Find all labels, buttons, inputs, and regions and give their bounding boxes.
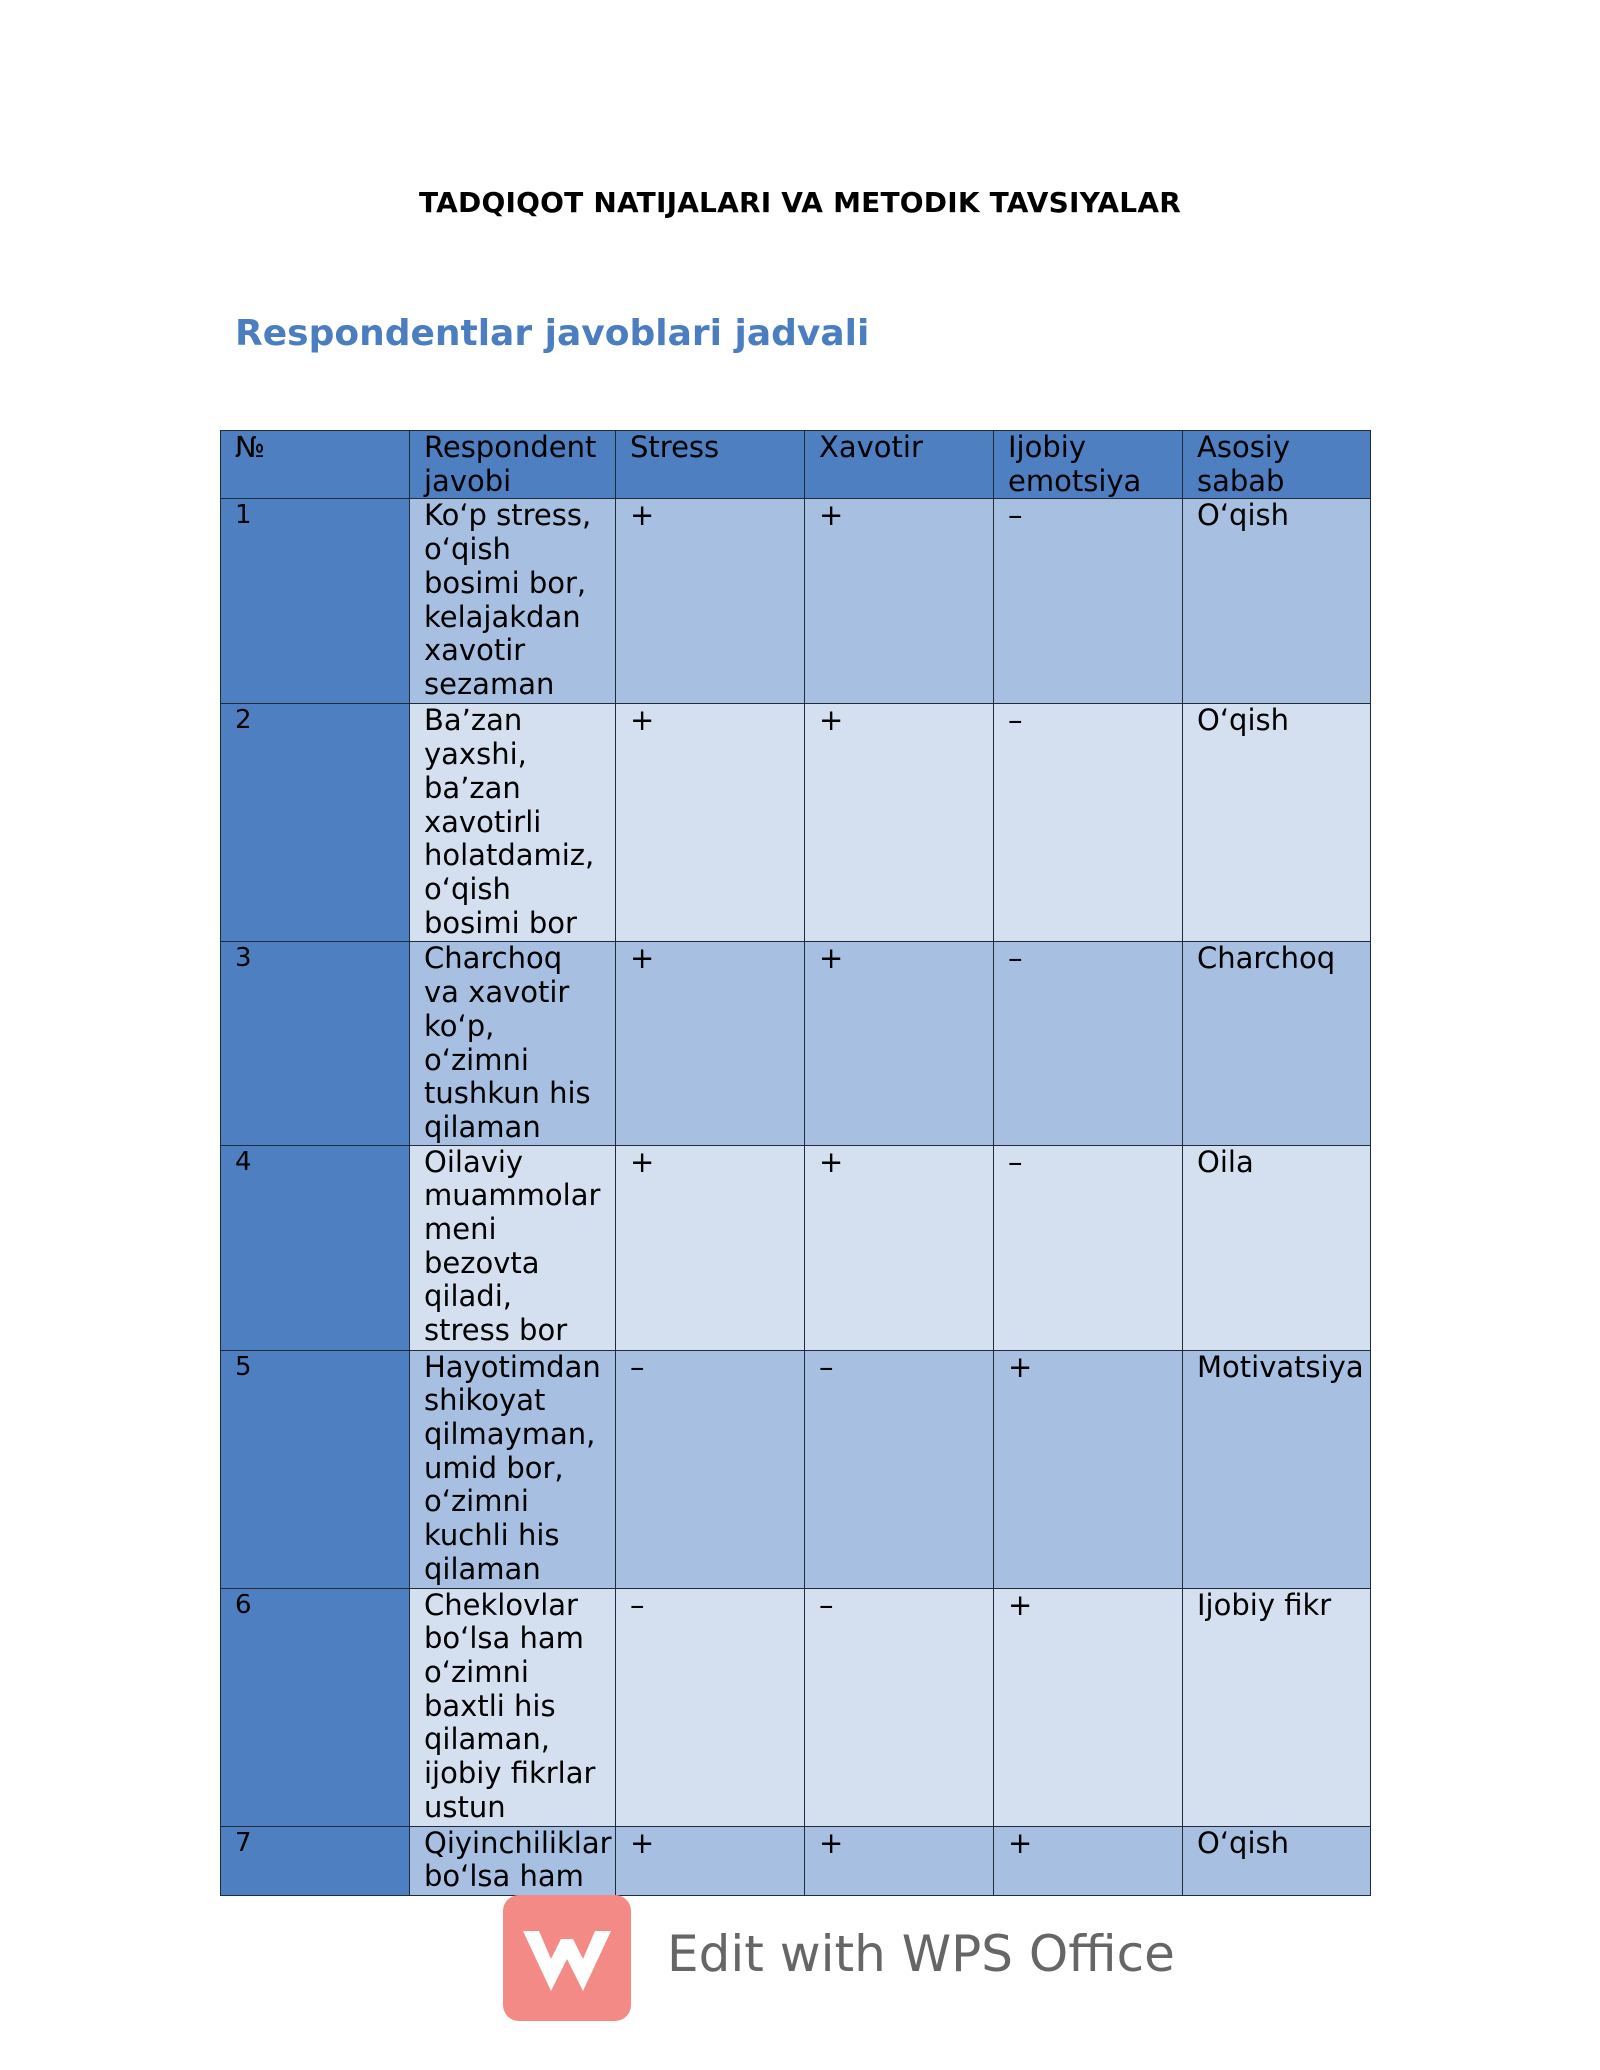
watermark-text: Edit with WPS Office [667, 1925, 1175, 1983]
header-cell: Ijobiy emotsiya [994, 431, 1183, 499]
respondent-answer: Cheklovlar bo‘lsa ham o‘zimni baxtli his qilaman, ijobiy fikrlar ustun [410, 1588, 616, 1826]
header-cell: Asosiy sabab [1183, 431, 1371, 499]
row-number: 7 [221, 1826, 410, 1895]
respondent-answer: Ko‘p stress, o‘qish bosimi bor, kelajakdan xavotir sezaman [410, 499, 616, 704]
row-number: 6 [221, 1588, 410, 1826]
table-row [221, 1145, 1371, 1350]
anxiety-cell: + [805, 1145, 994, 1350]
positive-emotion-cell: + [994, 1350, 1183, 1588]
table-row [221, 942, 1371, 1145]
stress-cell: + [616, 1826, 805, 1895]
respondent-answer: Ba’zan yaxshi, ba’zan xavotirli holatdamiz, o‘qish bosimi bor [410, 704, 616, 942]
positive-emotion-cell: – [994, 942, 1183, 1145]
anxiety-cell: + [805, 499, 994, 704]
main-reason-cell: O‘qish [1183, 499, 1371, 704]
main-reason-cell: Oila [1183, 1145, 1371, 1350]
table-row [221, 499, 1371, 704]
header-cell: Stress [616, 431, 805, 499]
table-header-row [221, 431, 1371, 499]
positive-emotion-cell: – [994, 1145, 1183, 1350]
anxiety-cell: + [805, 1826, 994, 1895]
header-cell: № [221, 431, 410, 499]
respondents-table [220, 430, 1371, 1896]
respondent-answer: Charchoq va xavotir ko‘p, o‘zimni tushkun his qilaman [410, 942, 616, 1145]
main-reason-cell: O‘qish [1183, 704, 1371, 942]
row-number: 4 [221, 1145, 410, 1350]
section-heading: Respondentlar javoblari jadvali [235, 313, 870, 354]
header-cell: Respondent javobi [410, 431, 616, 499]
positive-emotion-cell: – [994, 499, 1183, 704]
positive-emotion-cell: – [994, 704, 1183, 942]
row-number: 1 [221, 499, 410, 704]
positive-emotion-cell: + [994, 1588, 1183, 1826]
anxiety-cell: + [805, 942, 994, 1145]
page-title: TADQIQOT NATIJALARI VA METODIK TAVSIYALAR [419, 186, 1181, 219]
stress-cell: – [616, 1350, 805, 1588]
table-row [221, 1588, 1371, 1826]
row-number: 5 [221, 1350, 410, 1588]
respondent-answer: Qiyinchiliklar bo‘lsa ham [410, 1826, 616, 1895]
table-row [221, 704, 1371, 942]
table-row [221, 1350, 1371, 1588]
header-cell: Xavotir [805, 431, 994, 499]
stress-cell: + [616, 499, 805, 704]
respondent-answer: Oilaviy muammolar meni bezovta qiladi, stress bor [410, 1145, 616, 1350]
wps-logo-icon [503, 1895, 631, 2021]
main-reason-cell: Charchoq [1183, 942, 1371, 1145]
stress-cell: + [616, 704, 805, 942]
anxiety-cell: + [805, 704, 994, 942]
positive-emotion-cell: + [994, 1826, 1183, 1895]
main-reason-cell: O‘qish [1183, 1826, 1371, 1895]
anxiety-cell: – [805, 1588, 994, 1826]
row-number: 2 [221, 704, 410, 942]
stress-cell: + [616, 942, 805, 1145]
stress-cell: + [616, 1145, 805, 1350]
main-reason-cell: Ijobiy fikr [1183, 1588, 1371, 1826]
table-row [221, 1826, 1371, 1895]
stress-cell: – [616, 1588, 805, 1826]
row-number: 3 [221, 942, 410, 1145]
anxiety-cell: – [805, 1350, 994, 1588]
main-reason-cell: Motivatsiya [1183, 1350, 1371, 1588]
respondent-answer: Hayotimdan shikoyat qilmayman, umid bor, o‘zimni kuchli his qilaman [410, 1350, 616, 1588]
